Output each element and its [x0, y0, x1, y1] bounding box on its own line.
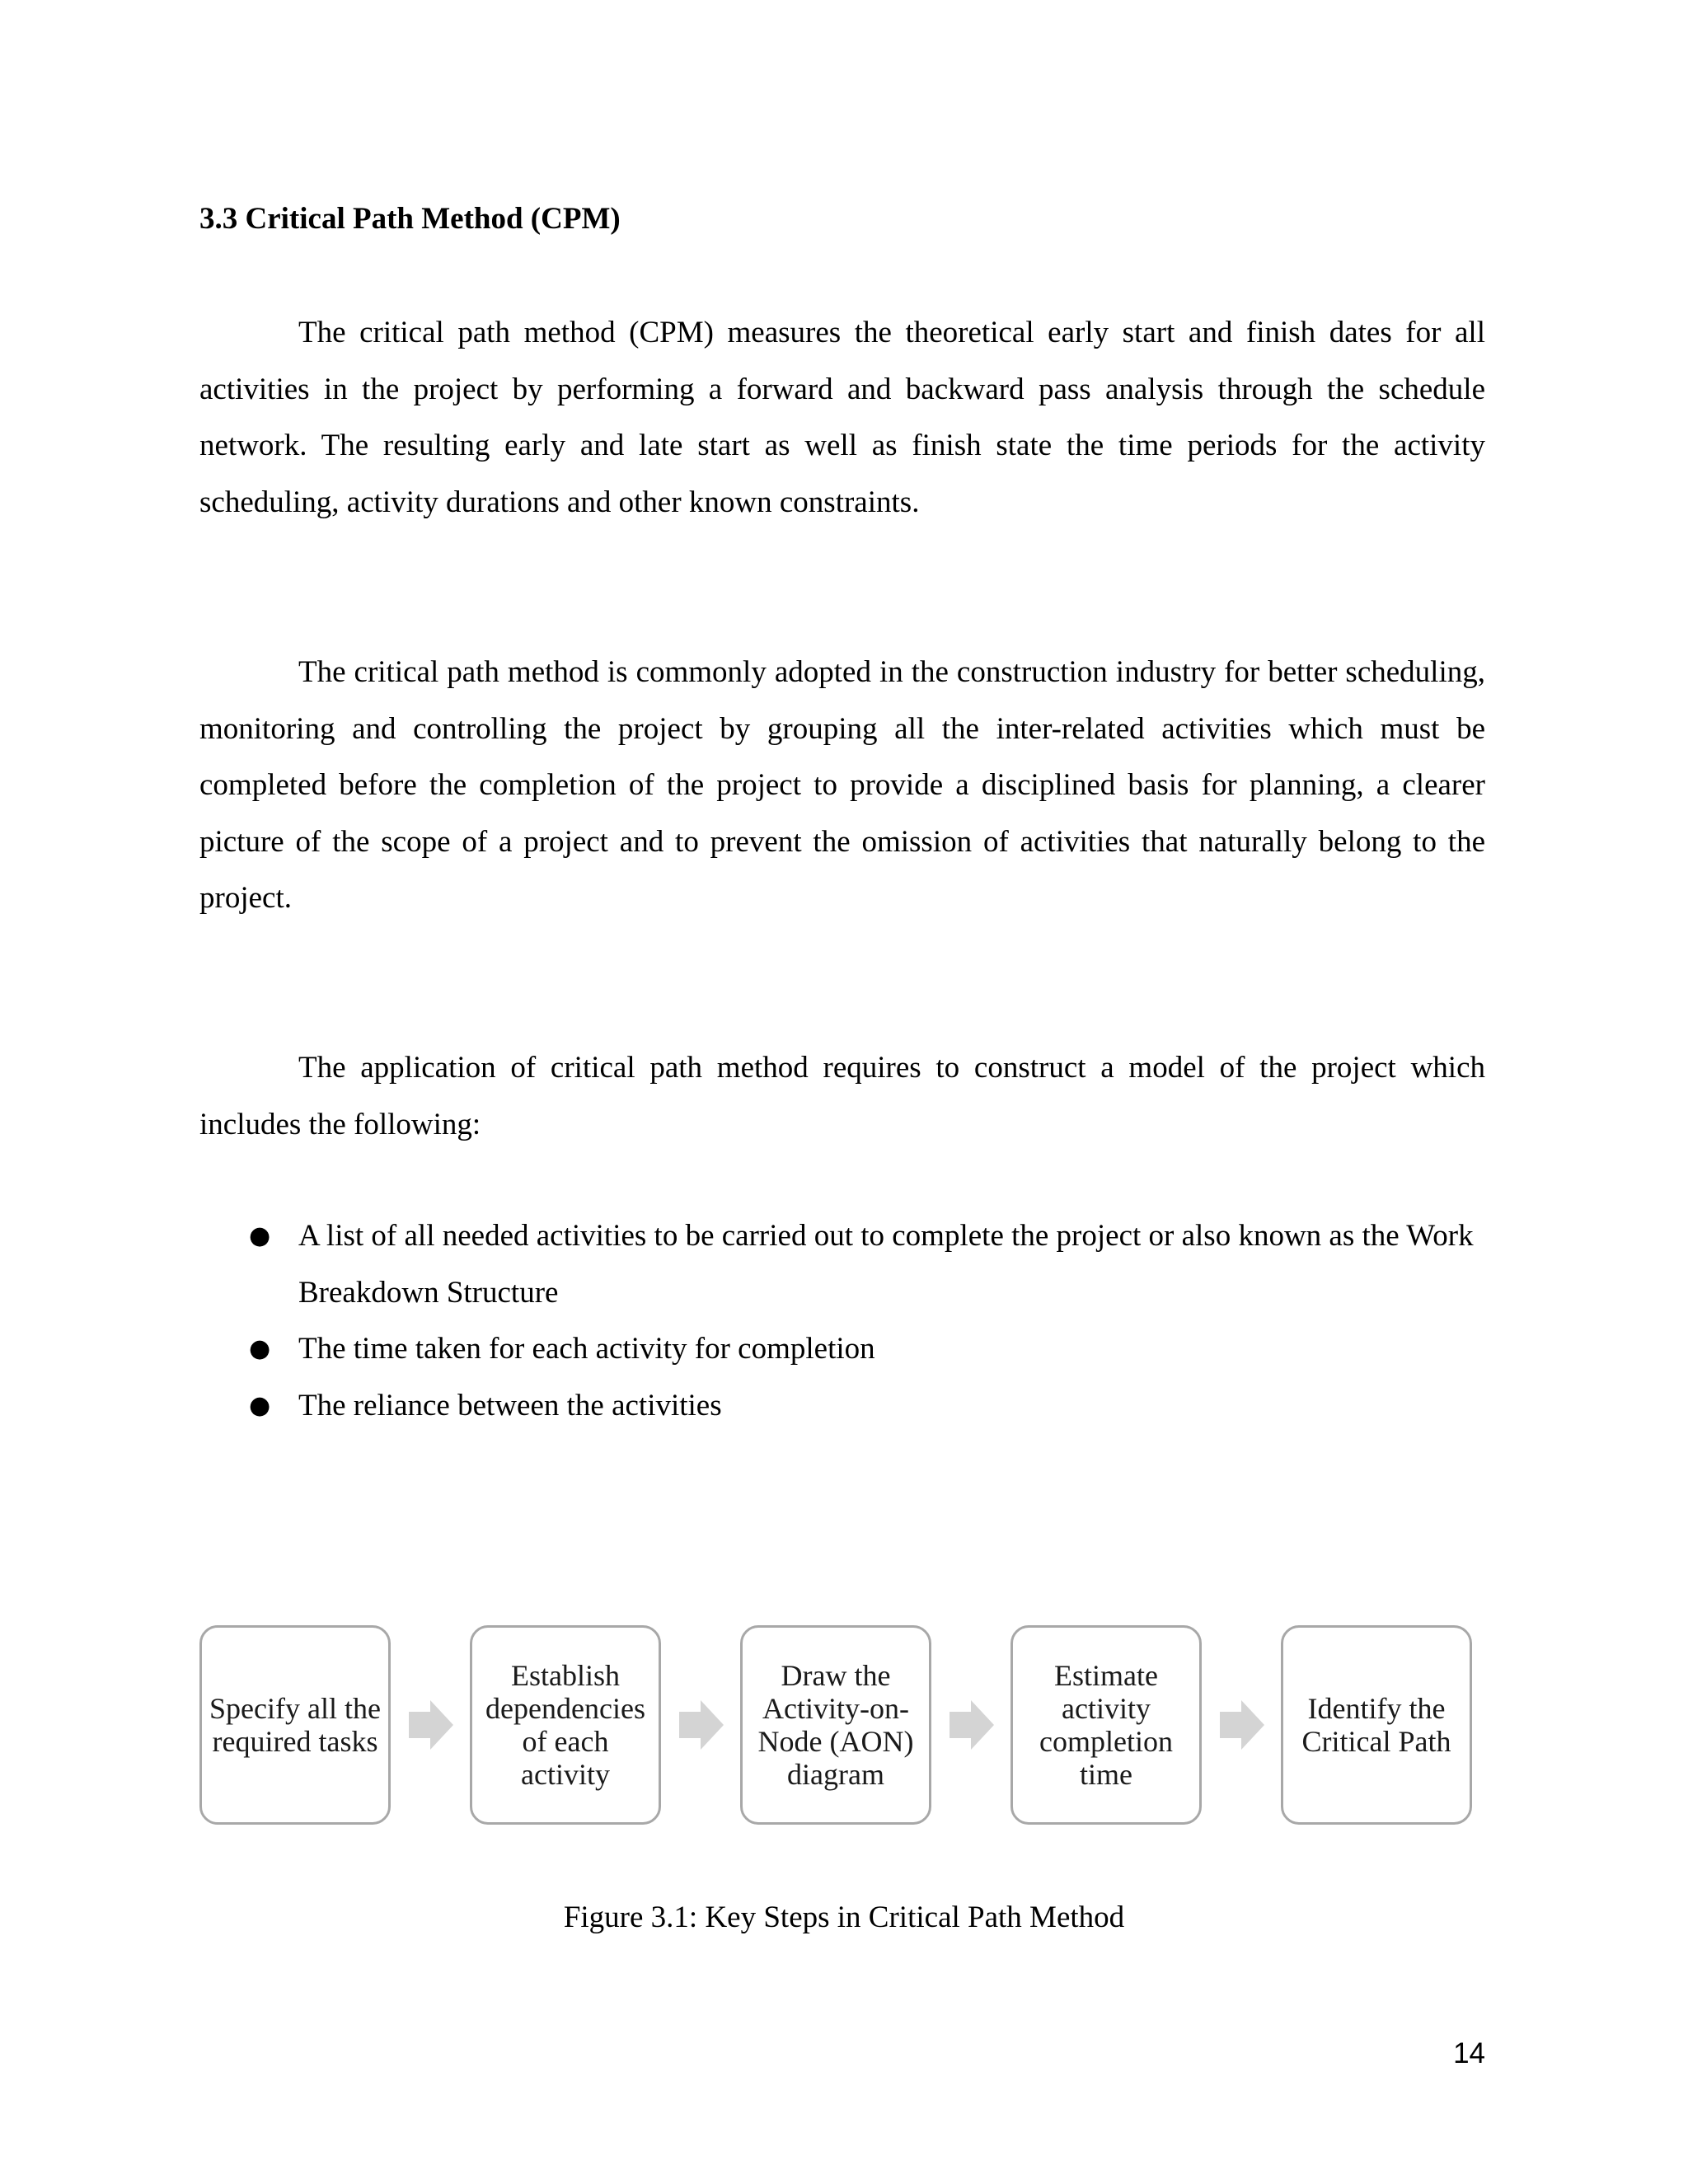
- step-box-estimate-time: [1010, 1625, 1202, 1825]
- list-item-text: The time taken for each activity for completion: [298, 1332, 875, 1366]
- step-box-establish-dependencies: [470, 1625, 661, 1825]
- step-label: Estimate activity completion time: [1039, 1659, 1173, 1791]
- paragraph-cpm-construction: The critical path method is commonly adopted in the construction industry for better scheduling, monitoring and controlling the project by grouping all the inter-related activities which must be completed before the completion of the project to provide a disciplined basis for planning, a clearer picture of the scope of a project and to prevent the omission of activities that naturally belong to the project.: [199, 655, 1485, 915]
- bullet-icon: ●: [249, 1390, 271, 1420]
- right-arrow-icon: [1220, 1700, 1264, 1750]
- figure-caption: Figure 3.1: Key Steps in Critical Path Method: [563, 1900, 1125, 1934]
- list-item: [199, 1321, 1485, 1378]
- step-label: Identify the Critical Path: [1301, 1692, 1451, 1758]
- list-item-text: A list of all needed activities to be carried out to complete the project or also known as the Work Breakdown Structure: [298, 1219, 1474, 1310]
- right-arrow-icon: [679, 1700, 724, 1750]
- paragraph-cpm-application: The application of critical path method requires to construct a model of the project which includes the following:: [199, 1051, 1485, 1141]
- requirements-list: [199, 1208, 1485, 1434]
- bullet-icon: ●: [249, 1334, 271, 1363]
- paragraph-cpm-definition: The critical path method (CPM) measures the theoretical early start and finish dates for all activities in the project by performing a forward and backward pass analysis through the schedule network. The resulting early and late start as well as finish state the time periods for the activity scheduling, activity durations and other known constraints.: [199, 316, 1485, 519]
- section-heading: 3.3 Critical Path Method (CPM): [199, 202, 621, 236]
- step-box-specify-tasks: [199, 1625, 391, 1825]
- step-label: Draw the Activity-on-Node (AON) diagram: [757, 1659, 914, 1791]
- cpm-steps-diagram: [199, 1625, 1473, 1825]
- list-item: [199, 1208, 1485, 1321]
- list-item-text: The reliance between the activities: [298, 1388, 722, 1422]
- step-box-draw-aon-diagram: [740, 1625, 931, 1825]
- list-item: [199, 1378, 1485, 1435]
- step-label: Specify all the required tasks: [209, 1692, 381, 1758]
- right-arrow-icon: [409, 1700, 453, 1750]
- page-number: 14: [1453, 2037, 1485, 2069]
- step-box-identify-critical-path: [1281, 1625, 1472, 1825]
- bullet-icon: ●: [249, 1221, 271, 1250]
- step-label: Establish dependencies of each activity: [485, 1659, 645, 1791]
- right-arrow-icon: [950, 1700, 994, 1750]
